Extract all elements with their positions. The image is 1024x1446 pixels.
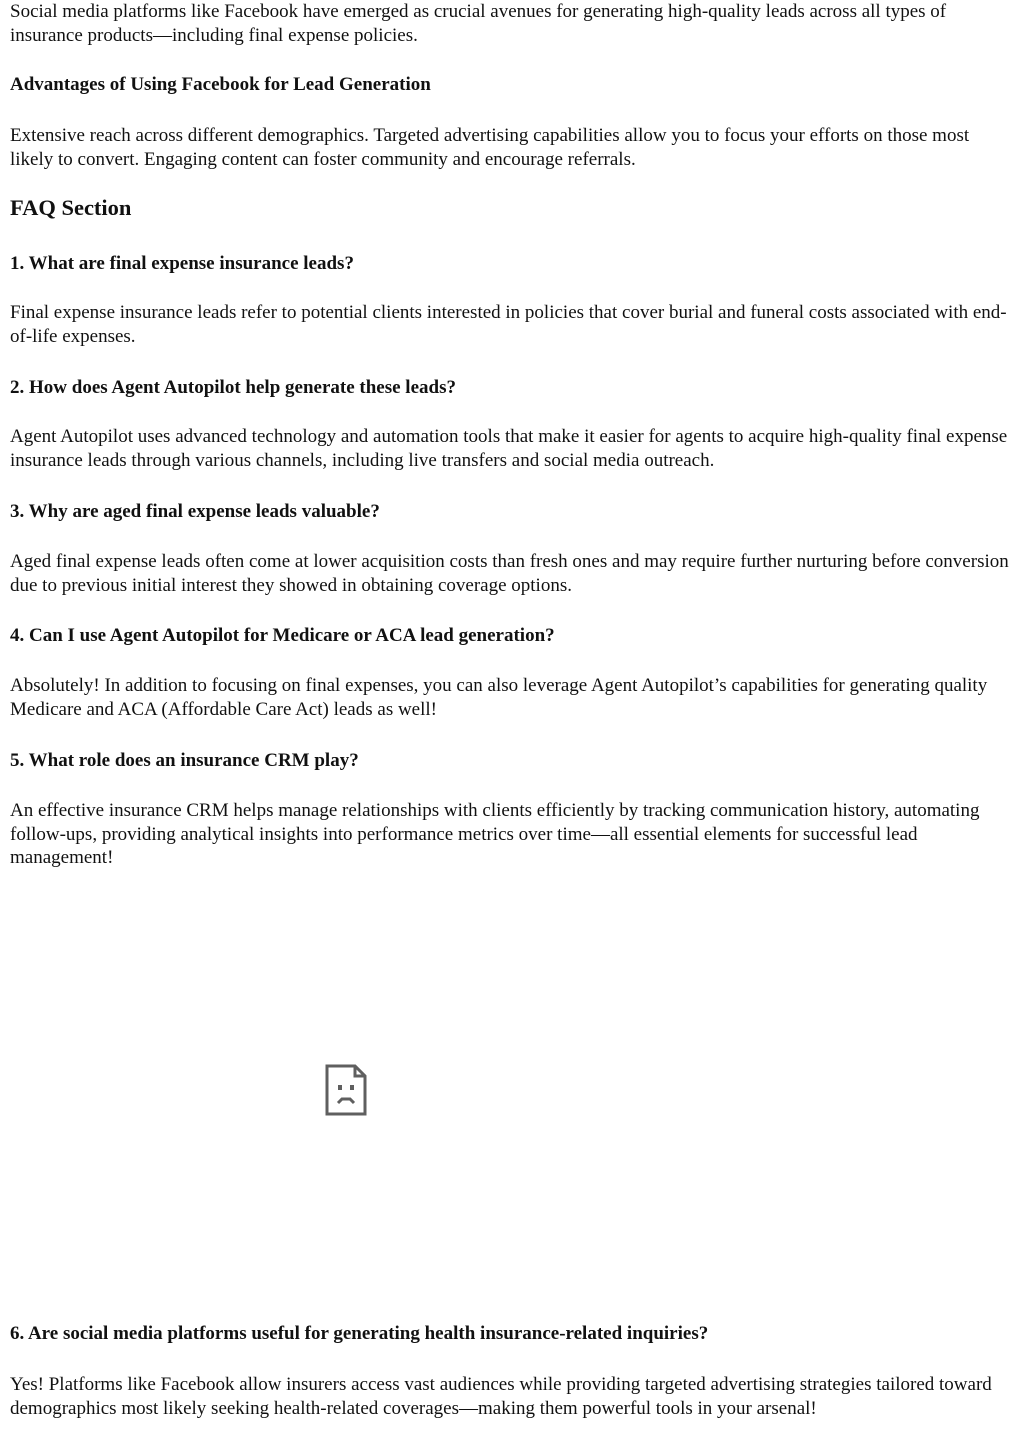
faq-answer: An effective insurance CRM helps manage relationships with clients efficiently by tracking communication history, automating follow-ups, providing analytical insights into performance metrics over time—all essential elements for successful lead management!: [10, 800, 980, 868]
faq-question: 6. Are social media platforms useful for generating health insurance-related inquiries?: [10, 1323, 709, 1344]
faq-answer: Final expense insurance leads refer to potential clients interested in policies that cover burial and funeral costs associated with end-of-life expenses.: [10, 302, 1007, 347]
advantages-paragraph: Extensive reach across different demographics. Targeted advertising capabilities allow you to focus your efforts on those most likely to convert. Engaging content can foster community and encourage referrals.: [10, 125, 970, 170]
faq-question: 5. What role does an insurance CRM play?: [10, 750, 359, 771]
advantages-heading: Advantages of Using Facebook for Lead Generation: [10, 74, 431, 95]
faq-question: 3. Why are aged final expense leads valuable?: [10, 501, 380, 522]
faq-question: 2. How does Agent Autopilot help generate these leads?: [10, 377, 456, 398]
intro-paragraph: Social media platforms like Facebook have emerged as crucial avenues for generating high-quality leads across all types of insurance products—including final expense policies.: [10, 1, 947, 46]
faq-answer: Agent Autopilot uses advanced technology and automation tools that make it easier for agents to acquire high-quality final expense insurance leads through various channels, including live transfers and social media outreach.: [10, 426, 1008, 471]
faq-question: 1. What are final expense insurance leads?: [10, 253, 354, 274]
faq-question: 4. Can I use Agent Autopilot for Medicare or ACA lead generation?: [10, 625, 555, 646]
faq-answer: Yes! Platforms like Facebook allow insurers access vast audiences while providing targeted advertising strategies tailored toward demographics most likely seeking health-related coverages—making them powerful tools in your arsenal!: [10, 1374, 992, 1419]
faq-answer: Aged final expense leads often come at lower acquisition costs than fresh ones and may require further nurturing before conversion due to previous initial interest they showed in obtaining coverage options.: [10, 551, 1009, 596]
faq-heading: FAQ Section: [10, 195, 132, 220]
faq-answer: Absolutely! In addition to focusing on final expenses, you can also leverage Agent Autopilot’s capabilities for generating quality Medicare and ACA (Affordable Care Act) leads as well!: [10, 675, 988, 720]
broken-image-icon: [324, 1063, 368, 1117]
